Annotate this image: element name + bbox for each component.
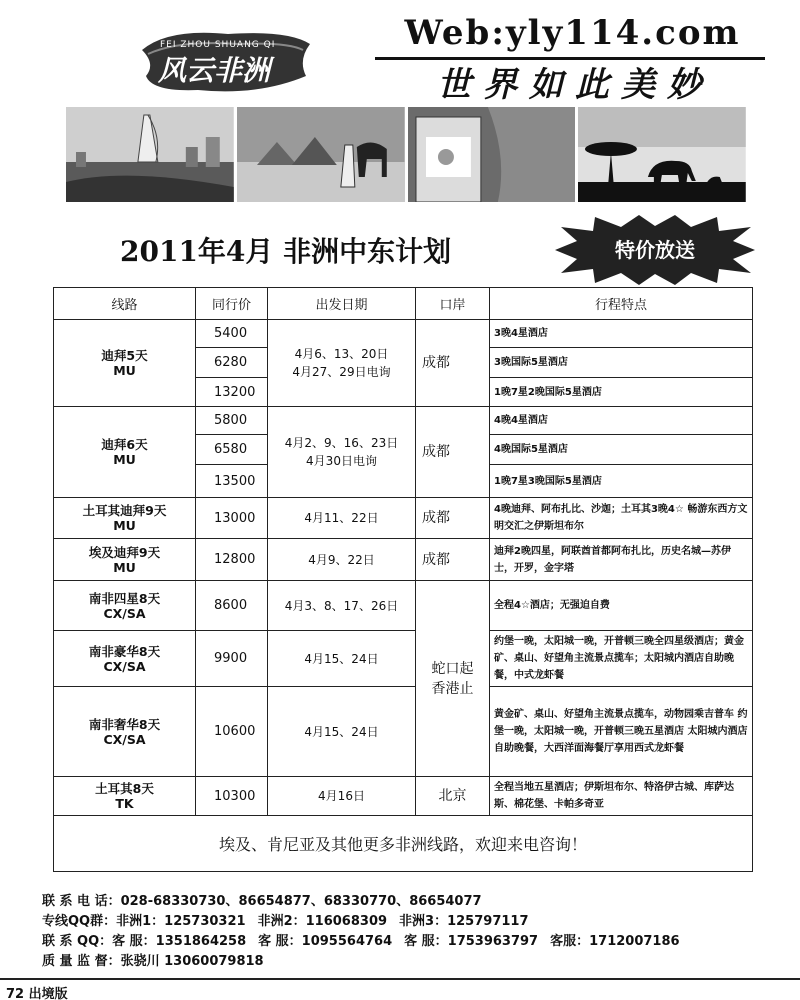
header-date: 出发日期 (268, 288, 416, 320)
header-divider (375, 57, 765, 60)
supervisor-line (42, 952, 782, 972)
qq-line (42, 932, 782, 952)
feature-cell: 1晚7星2晚国际5星酒店 (490, 378, 753, 407)
pool-aerial-photo (408, 107, 576, 202)
feature-cell: 4晚国际5星酒店 (490, 435, 753, 465)
date-cell: 4月11、22日 (268, 498, 416, 539)
qq-service: 客服：1712007186 (550, 934, 680, 949)
supervisor-contact: 张骁川 13060079818 (120, 954, 264, 969)
date-cell: 4月15、24日 (268, 687, 416, 777)
price-cell: 6280 (196, 348, 268, 378)
feature-cell: 约堡一晚，太阳城一晚，开普顿三晚全四星级酒店；黄金矿、桌山、好望角主流景点揽车；太阳城内酒店自助晚餐，中式龙虾餐 (490, 631, 753, 687)
route-cell: 土耳其8天 TK (54, 777, 196, 816)
logo (138, 20, 313, 100)
feature-cell: 全程4☆酒店；无强迫自费 (490, 581, 753, 631)
port-cell: 成都 (416, 539, 490, 581)
route-cell: 土耳其迪拜9天 MU (54, 498, 196, 539)
logo-text: 风云非洲 (158, 54, 271, 87)
qq-service: 客 服：1351864258 (112, 934, 247, 949)
table-row (54, 498, 753, 539)
port-cell: 蛇口起 香港止 (416, 581, 490, 777)
header-price: 同行价 (196, 288, 268, 320)
price-cell: 5800 (196, 407, 268, 435)
table-footer-note: 埃及、肯尼亚及其他更多非洲线路，欢迎来电咨询！ (54, 816, 753, 872)
port-cell: 北京 (416, 777, 490, 816)
route-cell: 南非四星8天 CX/SA (54, 581, 196, 631)
contact-info (42, 892, 782, 972)
header-route: 线路 (54, 288, 196, 320)
feature-cell: 4晚4星酒店 (490, 407, 753, 435)
qq-group: 非洲2：116068309 (257, 914, 388, 929)
price-cell: 6580 (196, 435, 268, 465)
page-footer: 72 出境版 (6, 987, 68, 1000)
qq-label: 联 系 QQ： (42, 934, 113, 949)
qq-group: 非洲1：125730321 (116, 914, 246, 929)
table-row (54, 631, 753, 687)
badge-text: 特价放送 (615, 238, 695, 262)
photo-strip (66, 107, 746, 202)
date-cell: 4月2、9、16、23日 4月30日电询 (268, 407, 416, 498)
table-row (54, 407, 753, 435)
port-cell: 成都 (416, 320, 490, 407)
route-cell: 埃及迪拜9天 MU (54, 539, 196, 581)
feature-cell: 全程当地五星酒店；伊斯坦布尔、特洛伊古城、库萨达斯、棉花堡、卡帕多奇亚 (490, 777, 753, 816)
date-cell: 4月15、24日 (268, 631, 416, 687)
date-cell: 4月6、13、20日 4月27、29日电询 (268, 320, 416, 407)
price-cell: 10300 (196, 777, 268, 816)
feature-cell: 迪拜2晚四星，阿联酋首都阿布扎比，历史名城—苏伊士，开罗，金字塔 (490, 539, 753, 581)
route-cell: 迪拜5天 MU (54, 320, 196, 407)
supervisor-label: 质 量 监 督： (42, 954, 121, 969)
price-cell: 12800 (196, 539, 268, 581)
port-cell: 成都 (416, 407, 490, 498)
phone-label: 联 系 电 话： (42, 894, 121, 909)
dubai-skyline-photo (66, 107, 234, 202)
route-cell: 南非奢华8天 CX/SA (54, 687, 196, 777)
qq-service: 客 服：1753963797 (404, 934, 539, 949)
price-cell: 5400 (196, 320, 268, 348)
table-header-row (54, 288, 753, 320)
feature-cell: 3晚4星酒店 (490, 320, 753, 348)
page-divider (0, 978, 800, 980)
page-title: 2011年4月 非洲中东计划 (120, 235, 452, 268)
itinerary-table (53, 287, 752, 872)
header-port: 口岸 (416, 288, 490, 320)
port-cell: 成都 (416, 498, 490, 539)
price-cell: 13000 (196, 498, 268, 539)
table-row (54, 687, 753, 777)
table-row (54, 320, 753, 348)
date-cell: 4月9、22日 (268, 539, 416, 581)
phone-numbers: 028-68330730、86654877、68330770、86654077 (120, 894, 482, 909)
pyramids-camel-photo (237, 107, 405, 202)
feature-cell: 4晚迪拜、阿布扎比、沙迦；土耳其3晚4☆ 畅游东西方文明交汇之伊斯坦布尔 (490, 498, 753, 539)
route-cell: 南非豪华8天 CX/SA (54, 631, 196, 687)
table-row (54, 581, 753, 631)
price-cell: 9900 (196, 631, 268, 687)
feature-cell: 3晚国际5星酒店 (490, 348, 753, 378)
qq-group-line (42, 912, 782, 932)
price-cell: 10600 (196, 687, 268, 777)
date-cell: 4月16日 (268, 777, 416, 816)
savanna-sunset-photo (578, 107, 746, 202)
header-features: 行程特点 (490, 288, 753, 320)
logo-pinyin: FEI ZHOU SHUANG QI (160, 40, 276, 50)
website-url: Web:yly114.com (404, 13, 741, 53)
route-cell: 迪拜6天 MU (54, 407, 196, 498)
logo-graphic (138, 20, 313, 100)
price-cell: 8600 (196, 581, 268, 631)
date-cell: 4月3、8、17、26日 (268, 581, 416, 631)
feature-cell: 黄金矿、桌山、好望角主流景点揽车，动物园乘吉普车 约堡一晚，太阳城一晚，开普顿三晚五星酒店 太阳城内酒店自助晚餐，大西洋面海餐厅享用西式龙虾餐 (490, 687, 753, 777)
phone-line (42, 892, 782, 912)
table-row (54, 539, 753, 581)
slogan: 世界如此美妙 (437, 65, 713, 105)
qq-group: 非洲3：125797117 (399, 914, 529, 929)
qq-group-label: 专线QQ群： (42, 914, 117, 929)
table-row (54, 777, 753, 816)
price-cell: 13500 (196, 465, 268, 498)
price-cell: 13200 (196, 378, 268, 407)
feature-cell: 1晚7星3晚国际5星酒店 (490, 465, 753, 498)
table-footer-row (54, 816, 753, 872)
qq-service: 客 服：1095564764 (258, 934, 393, 949)
special-offer-badge (555, 215, 755, 285)
